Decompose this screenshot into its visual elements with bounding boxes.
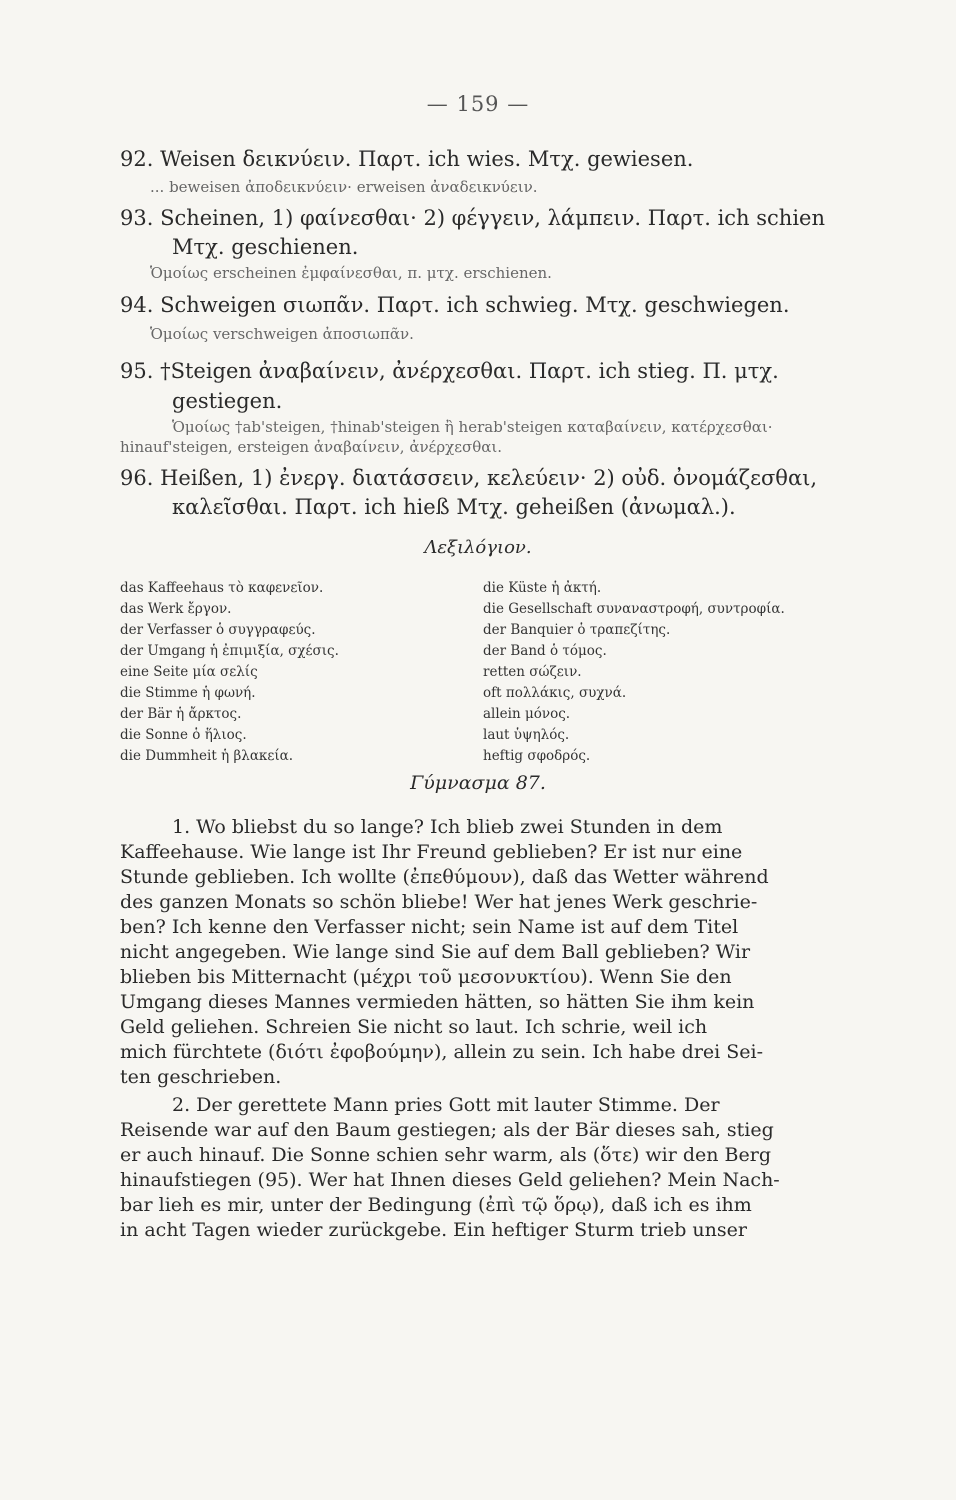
- vocab-item: oft πολλάκις, συχνά.: [483, 685, 627, 701]
- entry-95-compounds-cont: hinauf'steigen, ersteigen ἀναβαίνειν, ἀνέρχεσθαι.: [120, 438, 503, 456]
- vocab-item: eine Seite μία σελίς: [120, 664, 258, 680]
- vocab-item: die Dummheit ἡ βλακεία.: [120, 748, 294, 764]
- exercise-line: nicht angegeben. Wie lange sind Sie auf dem Ball geblieben? Wir: [120, 941, 751, 963]
- exercise-line: hinaufstiegen (95). Wer hat Ihnen dieses Geld geliehen? Mein Nach-: [120, 1169, 780, 1191]
- entry-93: 93. Scheinen, 1) φαίνεσθαι· 2) φέγγειν, λάμπειν. Παρτ. ich schien: [120, 206, 825, 230]
- exercise-line: Reisende war auf den Baum gestiegen; als der Bär dieses sah, stieg: [120, 1119, 774, 1141]
- vocab-item: das Kaffeehaus τὸ καφενεῖον.: [120, 580, 324, 596]
- vocab-item: laut ὑψηλός.: [483, 727, 570, 743]
- exercise-line: Geld geliehen. Schreien Sie nicht so laut. Ich schrie, weil ich: [120, 1016, 708, 1038]
- exercise-line: blieben bis Mitternacht (μέχρι τοῦ μεσονυκτίου). Wenn Sie den: [120, 966, 732, 988]
- vocab-item: die Küste ἡ ἀκτή.: [483, 580, 602, 596]
- vocab-item: der Band ὁ τόμος.: [483, 643, 607, 659]
- vocab-item: retten σώζειν.: [483, 664, 582, 680]
- vocabulary-heading: Λεξιλόγιον.: [424, 537, 532, 558]
- vocab-item: der Umgang ἡ ἐπιμιξία, σχέσις.: [120, 643, 339, 659]
- entry-95-compounds: Ὁμοίως †ab'steigen, †hinab'steigen ἢ herab'steigen καταβαίνειν, κατέρχεσθαι·: [172, 418, 773, 436]
- exercise-line: Umgang dieses Mannes vermieden hätten, so hätten Sie ihm kein: [120, 991, 755, 1013]
- vocab-item: der Bär ἡ ἄρκτος.: [120, 706, 242, 722]
- exercise-line: bar lieh es mir, unter der Bedingung (ἐπὶ τῷ ὅρῳ), daß ich es ihm: [120, 1194, 752, 1216]
- exercise-line: ben? Ich kenne den Verfasser nicht; sein Name ist auf dem Titel: [120, 916, 739, 938]
- entry-93-compounds: Ὁμοίως erscheinen ἐμφαίνεσθαι, π. μτχ. erschienen.: [150, 264, 552, 282]
- vocab-item: heftig σφοδρός.: [483, 748, 591, 764]
- exercise-line: mich fürchtete (διότι ἐφοβούμην), allein zu sein. Ich habe drei Sei-: [120, 1041, 764, 1063]
- vocab-item: die Gesellschaft συναναστροφή, συντροφία.: [483, 601, 785, 617]
- entry-93-cont: Μτχ. geschienen.: [172, 235, 359, 259]
- entry-96-cont: καλεῖσθαι. Παρτ. ich hieß Μτχ. geheißen (ἀνωμαλ.).: [172, 495, 736, 519]
- entry-96: 96. Heißen, 1) ἐνεργ. διατάσσειν, κελεύειν· 2) οὐδ. ὀνομάζεσθαι,: [120, 466, 818, 490]
- vocab-item: der Banquier ὁ τραπεζίτης.: [483, 622, 671, 638]
- vocab-item: die Stimme ἡ φωνή.: [120, 685, 256, 701]
- exercise-line: Kaffeehause. Wie lange ist Ihr Freund geblieben? Er ist nur eine: [120, 841, 743, 863]
- exercise-heading: Γύμνασμα 87.: [410, 772, 546, 794]
- vocab-item: der Verfasser ὁ συγγραφεύς.: [120, 622, 316, 638]
- exercise-line: 2. Der gerettete Mann pries Gott mit lauter Stimme. Der: [172, 1094, 720, 1116]
- entry-92-compounds: ... beweisen ἀποδεικνύειν· erweisen ἀναδεικνύειν.: [150, 178, 538, 196]
- entry-95: 95. †Steigen ἀναβαίνειν, ἀνέρχεσθαι. Παρτ. ich stieg. Π. μτχ.: [120, 359, 779, 383]
- exercise-line: des ganzen Monats so schön bliebe! Wer hat jenes Werk geschrie-: [120, 891, 758, 913]
- exercise-line: ten geschrieben.: [120, 1066, 282, 1088]
- vocab-item: allein μόνος.: [483, 706, 571, 722]
- exercise-line: Stunde geblieben. Ich wollte (ἐπεθύμουν), daß das Wetter während: [120, 866, 769, 888]
- exercise-line: er auch hinauf. Die Sonne schien sehr warm, als (ὅτε) wir den Berg: [120, 1144, 772, 1166]
- entry-94: 94. Schweigen σιωπᾶν. Παρτ. ich schwieg. Μτχ. geschwiegen.: [120, 293, 790, 317]
- exercise-line: in acht Tagen wieder zurückgebe. Ein heftiger Sturm trieb unser: [120, 1219, 747, 1241]
- page-number: — 159 —: [426, 92, 530, 116]
- vocab-item: das Werk ἔργον.: [120, 601, 232, 617]
- entry-94-compounds: Ὁμοίως verschweigen ἀποσιωπᾶν.: [150, 325, 414, 343]
- vocab-item: die Sonne ὁ ἥλιος.: [120, 727, 247, 743]
- entry-95-cont: gestiegen.: [172, 389, 283, 413]
- exercise-line: 1. Wo bliebst du so lange? Ich blieb zwei Stunden in dem: [172, 816, 723, 838]
- entry-92: 92. Weisen δεικνύειν. Παρτ. ich wies. Μτχ. gewiesen.: [120, 147, 694, 171]
